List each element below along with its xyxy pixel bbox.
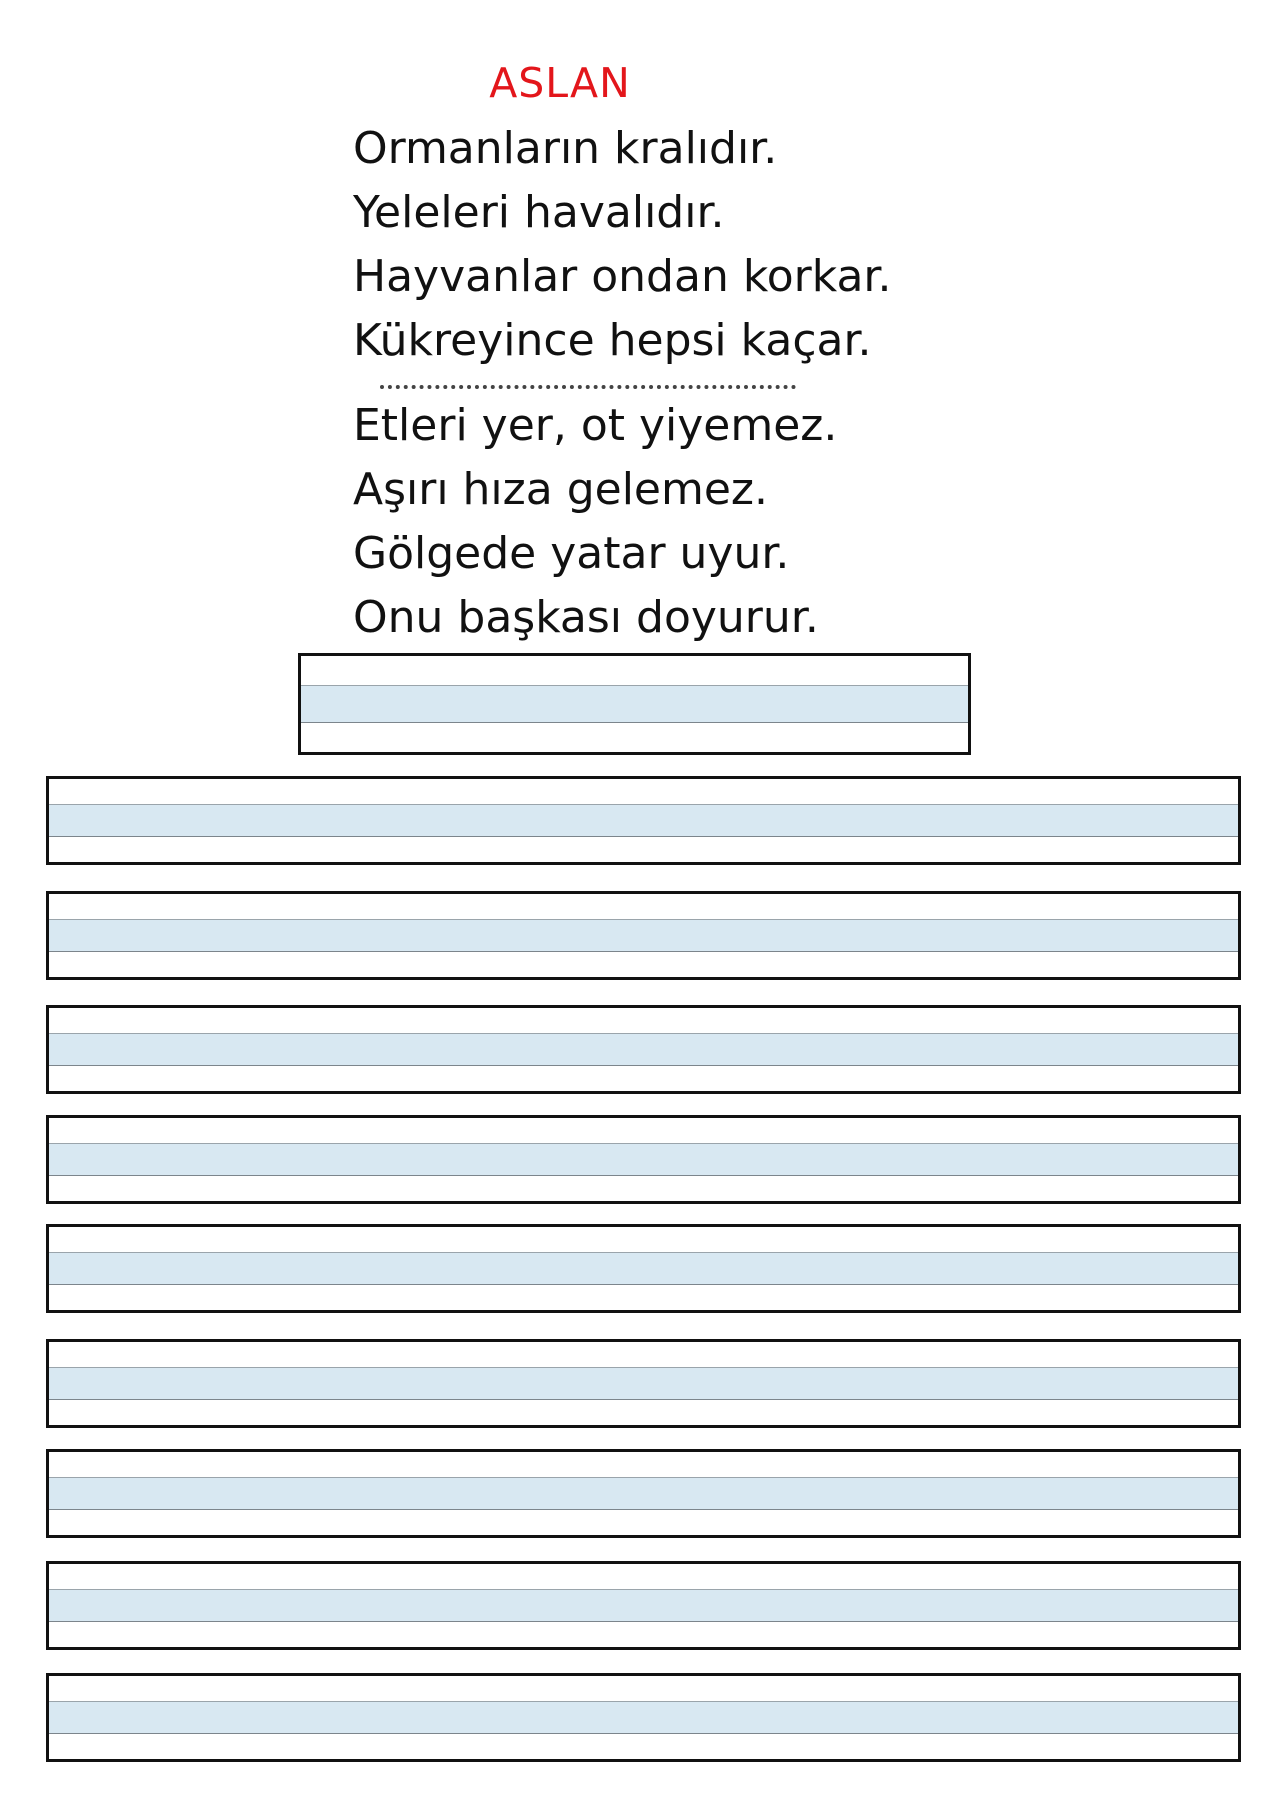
poem-line: Ormanların kralıdır. — [353, 123, 778, 174]
writing-guide-band — [49, 1701, 1238, 1734]
writing-practice-row[interactable] — [46, 1115, 1241, 1204]
writing-guide-band — [49, 1143, 1238, 1176]
writing-practice-row-title[interactable] — [298, 653, 971, 755]
writing-practice-row[interactable] — [46, 1449, 1241, 1538]
stanza-divider — [380, 385, 796, 389]
poem-line: Kükreyince hepsi kaçar. — [353, 315, 872, 366]
writing-guide-band — [49, 1367, 1238, 1400]
writing-practice-row[interactable] — [46, 776, 1241, 865]
poem-line: Gölgede yatar uyur. — [353, 528, 790, 579]
writing-practice-row[interactable] — [46, 1561, 1241, 1650]
writing-practice-row[interactable] — [46, 1224, 1241, 1313]
worksheet-title: ASLAN — [489, 59, 631, 107]
poem-line: Etleri yer, ot yiyemez. — [353, 400, 838, 451]
writing-guide-band — [301, 685, 968, 723]
writing-guide-band — [49, 1033, 1238, 1066]
writing-guide-band — [49, 1477, 1238, 1510]
writing-practice-row[interactable] — [46, 1673, 1241, 1762]
poem-line: Yeleleri havalıdır. — [353, 187, 725, 238]
writing-guide-band — [49, 919, 1238, 952]
writing-practice-row[interactable] — [46, 1005, 1241, 1094]
writing-practice-row[interactable] — [46, 1339, 1241, 1428]
poem-line: Hayvanlar ondan korkar. — [353, 251, 892, 302]
writing-guide-band — [49, 1589, 1238, 1622]
poem-line: Aşırı hıza gelemez. — [353, 464, 769, 515]
poem-line: Onu başkası doyurur. — [353, 592, 819, 643]
writing-guide-band — [49, 1252, 1238, 1285]
writing-guide-band — [49, 804, 1238, 837]
writing-practice-row[interactable] — [46, 891, 1241, 980]
